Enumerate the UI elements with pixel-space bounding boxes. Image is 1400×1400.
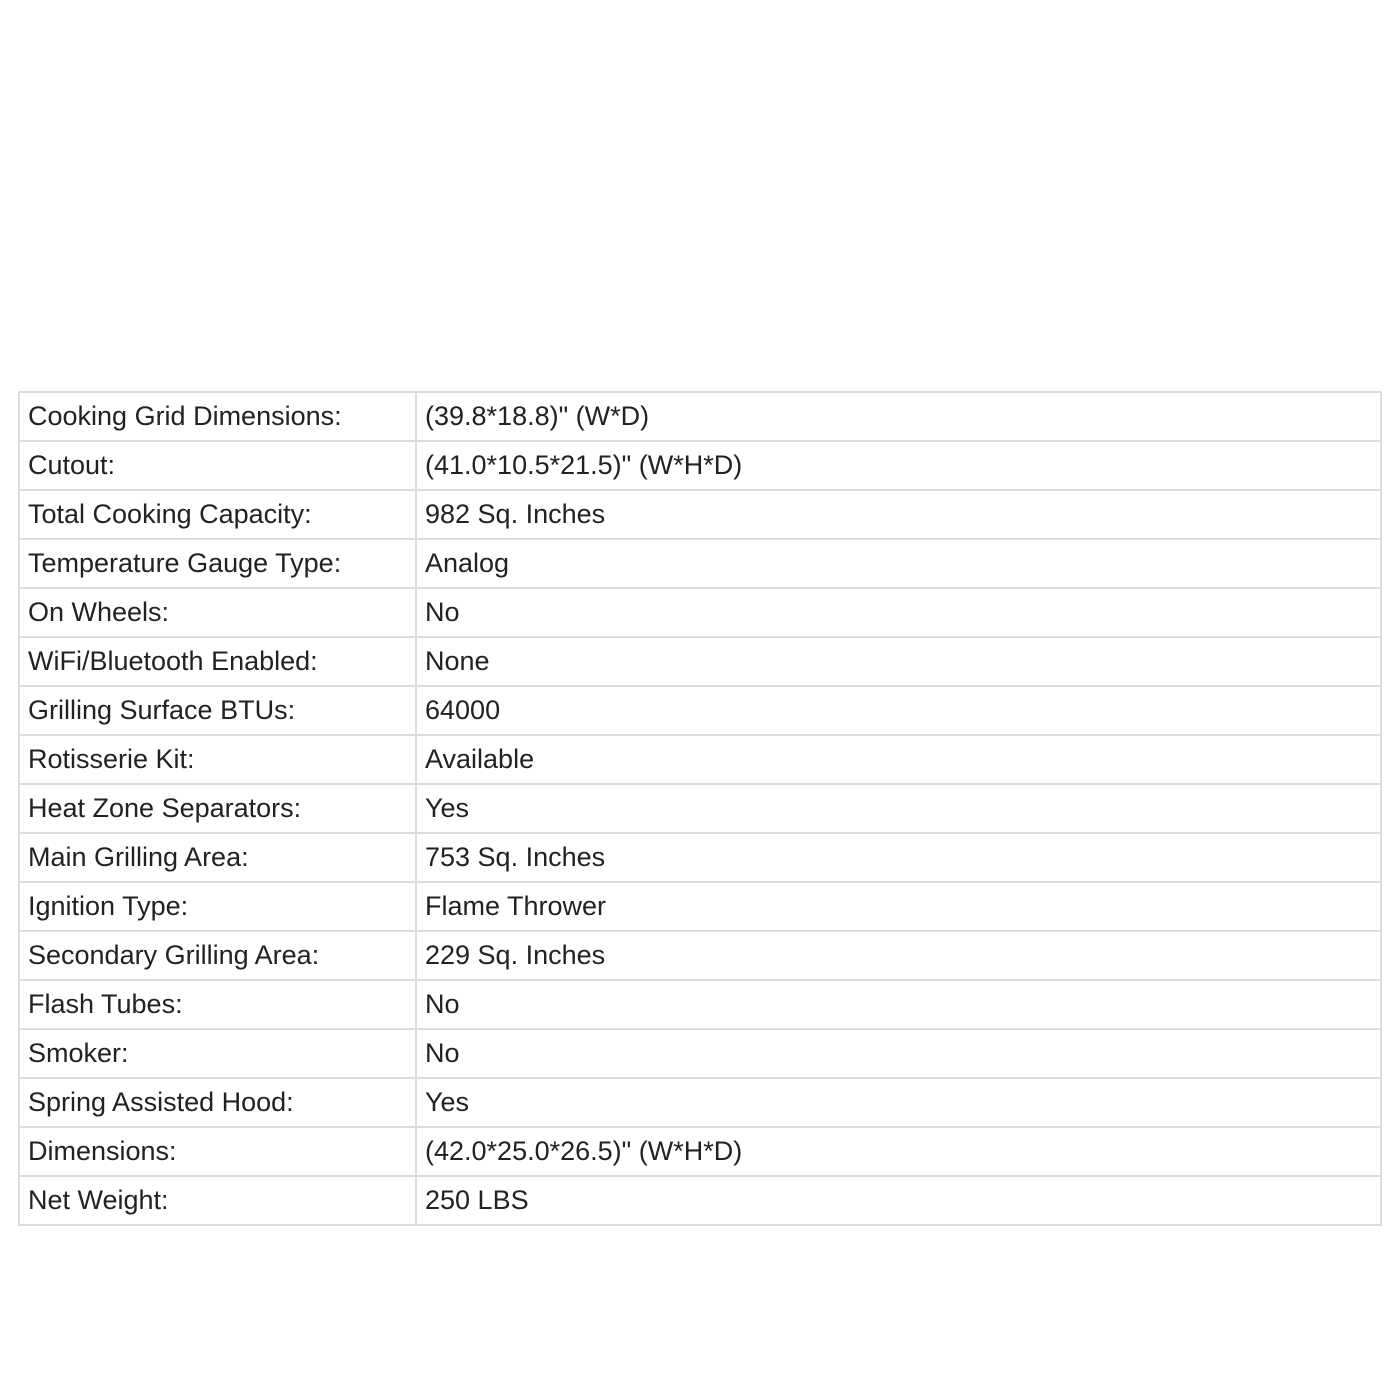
spec-label: Heat Zone Separators: <box>19 784 416 833</box>
spec-label: Ignition Type: <box>19 882 416 931</box>
spec-row <box>19 980 1381 1029</box>
spec-row <box>19 539 1381 588</box>
spec-value: (41.0*10.5*21.5)" (W*H*D) <box>416 441 1381 490</box>
spec-label: On Wheels: <box>19 588 416 637</box>
spec-label: WiFi/Bluetooth Enabled: <box>19 637 416 686</box>
spec-row <box>19 735 1381 784</box>
spec-value: 64000 <box>416 686 1381 735</box>
spec-label: Smoker: <box>19 1029 416 1078</box>
spec-label: Flash Tubes: <box>19 980 416 1029</box>
spec-label: Total Cooking Capacity: <box>19 490 416 539</box>
spec-value: None <box>416 637 1381 686</box>
spec-label: Spring Assisted Hood: <box>19 1078 416 1127</box>
spec-row <box>19 882 1381 931</box>
spec-value: No <box>416 980 1381 1029</box>
spec-row <box>19 833 1381 882</box>
spec-row <box>19 1029 1381 1078</box>
spec-row <box>19 931 1381 980</box>
spec-label: Main Grilling Area: <box>19 833 416 882</box>
spec-row <box>19 588 1381 637</box>
spec-value: (39.8*18.8)" (W*D) <box>416 392 1381 441</box>
spec-value: Available <box>416 735 1381 784</box>
spec-value: Analog <box>416 539 1381 588</box>
spec-row <box>19 490 1381 539</box>
spec-row <box>19 392 1381 441</box>
spec-label: Cooking Grid Dimensions: <box>19 392 416 441</box>
spec-row <box>19 1078 1381 1127</box>
spec-row <box>19 441 1381 490</box>
spec-value: 250 LBS <box>416 1176 1381 1225</box>
spec-label: Secondary Grilling Area: <box>19 931 416 980</box>
spec-value: (42.0*25.0*26.5)" (W*H*D) <box>416 1127 1381 1176</box>
spec-value: Yes <box>416 1078 1381 1127</box>
spec-value: Yes <box>416 784 1381 833</box>
spec-value: 753 Sq. Inches <box>416 833 1381 882</box>
spec-label: Rotisserie Kit: <box>19 735 416 784</box>
spec-label: Temperature Gauge Type: <box>19 539 416 588</box>
spec-row <box>19 1127 1381 1176</box>
spec-row <box>19 686 1381 735</box>
spec-value: No <box>416 1029 1381 1078</box>
specifications-table <box>18 391 1382 1226</box>
spec-label: Grilling Surface BTUs: <box>19 686 416 735</box>
spec-label: Dimensions: <box>19 1127 416 1176</box>
spec-label: Net Weight: <box>19 1176 416 1225</box>
spec-label: Cutout: <box>19 441 416 490</box>
spec-value: 982 Sq. Inches <box>416 490 1381 539</box>
spec-row <box>19 1176 1381 1225</box>
spec-value: 229 Sq. Inches <box>416 931 1381 980</box>
spec-row <box>19 784 1381 833</box>
spec-value: Flame Thrower <box>416 882 1381 931</box>
spec-value: No <box>416 588 1381 637</box>
spec-row <box>19 637 1381 686</box>
